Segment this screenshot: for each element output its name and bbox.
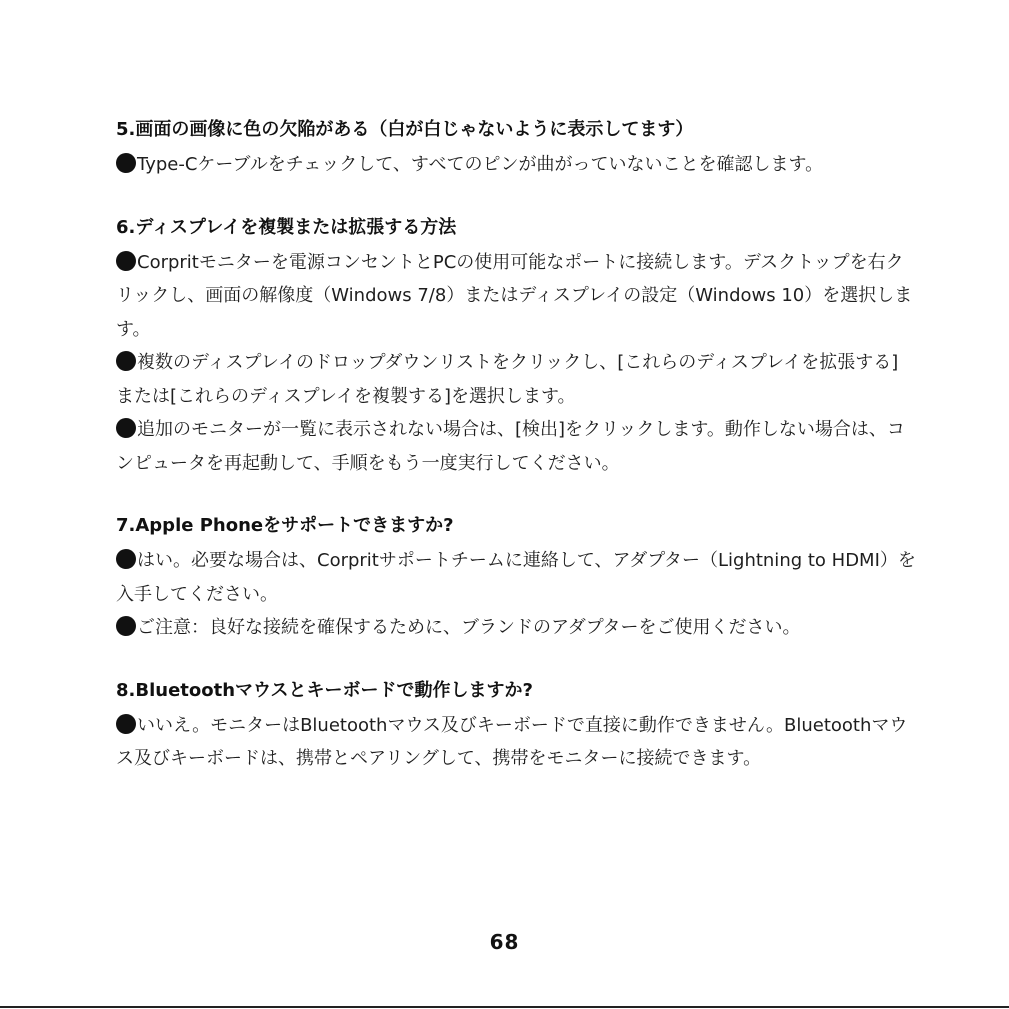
bullet-icon: [116, 251, 136, 271]
answer-text: 複数のディスプレイのドロップダウンリストをクリックし、[これらのディスプレイを拡張する]または[これらのディスプレイを複製する]を選択します。: [116, 352, 899, 407]
section-heading: 6.ディスプレイを複製または拡張する方法: [116, 216, 457, 238]
section-heading: 8.Bluetoothマウスとキーボードで動作しますか?: [116, 679, 533, 701]
answer-text: 追加のモニターが一覧に表示されない場合は、[検出]をクリックします。動作しない場合は、コンピュータを再起動して、手順をもう一度実行してください。: [116, 419, 905, 474]
answer-paragraph: [116, 709, 916, 776]
answer-paragraph: [116, 413, 916, 480]
bullet-icon: [116, 549, 136, 569]
bullet-icon: [116, 616, 136, 636]
answer-text: いいえ。モニターはBluetoothマウス及びキーボードで直接に動作できません。Bluetoothマウス及びキーボードは、携帯とペアリングして、携帯をモニターに接続できます。: [116, 714, 908, 769]
answer-paragraph: [116, 611, 916, 645]
page-number: 68: [489, 930, 520, 954]
bullet-icon: [116, 351, 136, 371]
faq-section-6: [116, 214, 916, 481]
faq-content: [116, 116, 916, 808]
faq-section-7: [116, 512, 916, 645]
answer-paragraph: [116, 246, 916, 347]
bottom-divider: [0, 1006, 1009, 1008]
answer-paragraph: [116, 346, 916, 413]
answer-paragraph: [116, 148, 916, 182]
bullet-icon: [116, 714, 136, 734]
section-heading: 5.画面の画像に色の欠陥がある（白が白じゃないように表示してます）: [116, 119, 694, 140]
answer-text: Corpritモニターを電源コンセントとPCの使用可能なポートに接続します。デスクトップを右クリックし、画面の解像度（Windows 7/8）またはディスプレイの設定（Windows 10）を選択します。: [116, 251, 913, 340]
answer-paragraph: [116, 544, 916, 611]
section-heading: 7.Apple Phoneをサポートできますか?: [116, 515, 454, 536]
bullet-icon: [116, 418, 136, 438]
faq-section-5: [116, 116, 916, 182]
bullet-icon: [116, 153, 136, 173]
answer-text: はい。必要な場合は、Corpritサポートチームに連絡して、アダプター（Lightning to HDMI）を入手してください。: [116, 550, 916, 605]
answer-text: Type-Cケーブルをチェックして、すべてのピンが曲がっていないことを確認します。: [137, 154, 824, 175]
faq-section-8: [116, 677, 916, 776]
answer-text: ご注意：良好な接続を確保するために、ブランドのアダプターをご使用ください。: [137, 617, 801, 638]
